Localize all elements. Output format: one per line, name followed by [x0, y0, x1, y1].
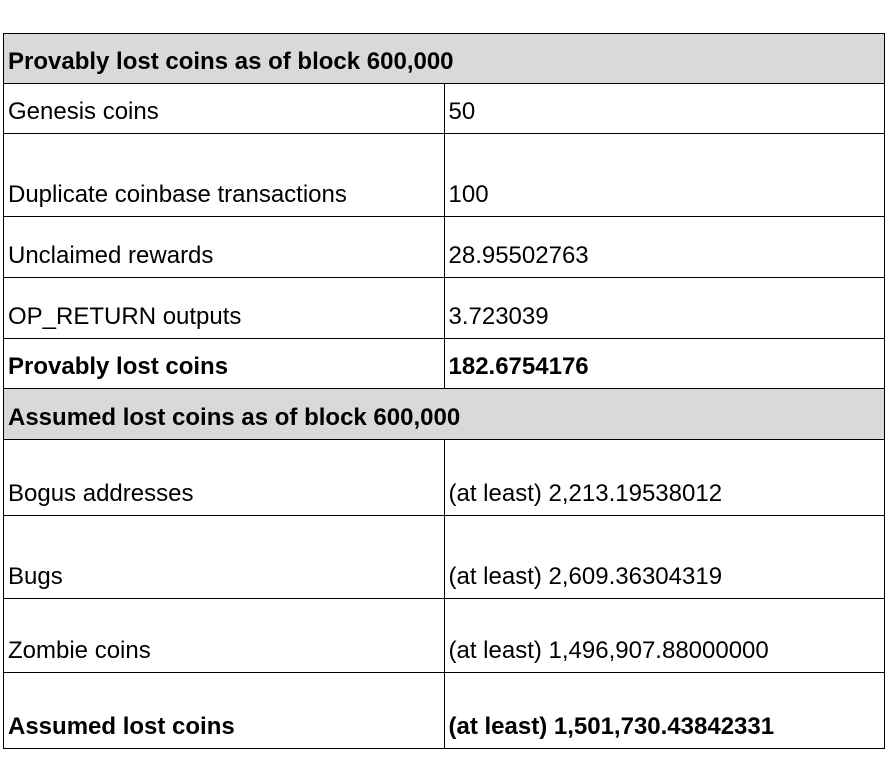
row-label: Genesis coins — [4, 84, 445, 134]
provable-total-label: Provably lost coins — [4, 339, 445, 389]
table-row — [4, 134, 885, 217]
row-label: OP_RETURN outputs — [4, 278, 445, 339]
row-label: Bugs — [4, 516, 445, 599]
row-value: (at least) 1,496,907.88000000 — [444, 599, 885, 673]
assumed-total-row — [4, 673, 885, 749]
row-value: (at least) 2,609.36304319 — [444, 516, 885, 599]
row-value: 50 — [444, 84, 885, 134]
row-value: (at least) 2,213.19538012 — [444, 440, 885, 516]
assumed-total-value: (at least) 1,501,730.43842331 — [444, 673, 885, 749]
lost-coins-table-container — [3, 33, 885, 749]
table-row — [4, 516, 885, 599]
row-value: 100 — [444, 134, 885, 217]
row-label: Duplicate coinbase transactions — [4, 134, 445, 217]
assumed-section-header-row — [4, 389, 885, 440]
table-row — [4, 278, 885, 339]
lost-coins-table — [3, 33, 885, 749]
assumed-total-label: Assumed lost coins — [4, 673, 445, 749]
provable-section-title: Provably lost coins as of block 600,000 — [4, 34, 885, 84]
assumed-section-title: Assumed lost coins as of block 600,000 — [4, 389, 885, 440]
table-row — [4, 440, 885, 516]
row-value: 28.95502763 — [444, 217, 885, 278]
provable-section-header-row — [4, 34, 885, 84]
table-row — [4, 217, 885, 278]
provable-total-value: 182.6754176 — [444, 339, 885, 389]
row-label: Bogus addresses — [4, 440, 445, 516]
row-value: 3.723039 — [444, 278, 885, 339]
table-row — [4, 84, 885, 134]
provable-total-row — [4, 339, 885, 389]
row-label: Zombie coins — [4, 599, 445, 673]
row-label: Unclaimed rewards — [4, 217, 445, 278]
table-row — [4, 599, 885, 673]
